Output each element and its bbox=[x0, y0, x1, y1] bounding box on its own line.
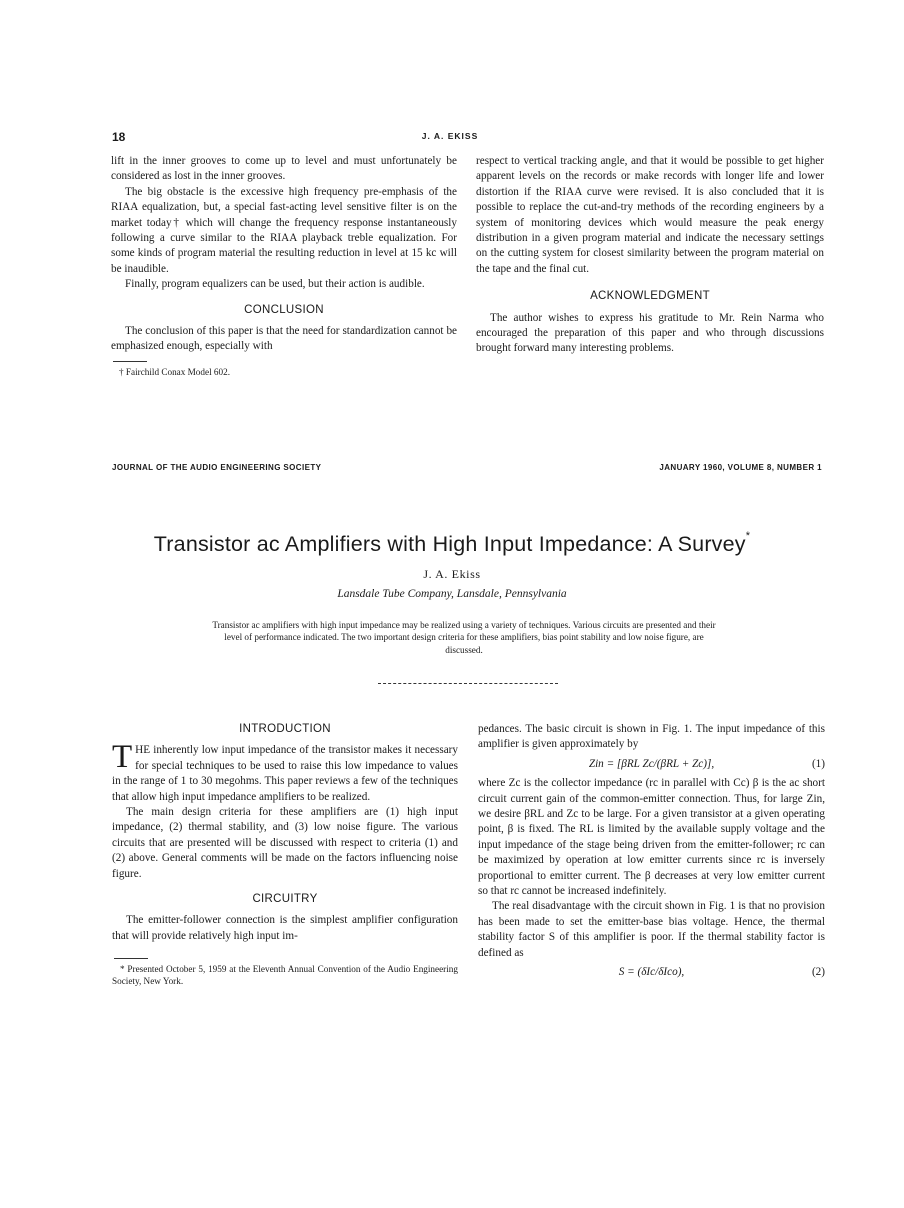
footnote-rule bbox=[114, 958, 148, 959]
paragraph: The author wishes to express his gratitude to Mr. Rein Narma who encouraged the preparation of this paper and who through discussions brought forward many interesting problems. bbox=[476, 311, 824, 355]
equation-2-body: S = (δIc/δIco), bbox=[618, 966, 685, 979]
affiliation: Lansdale Tube Company, Lansdale, Pennsylvania bbox=[337, 588, 567, 600]
paragraph: The emitter-follower connection is the simplest amplifier configuration that will provide relatively high input im- bbox=[112, 914, 458, 942]
footnote-block bbox=[112, 958, 458, 987]
decorative-rule bbox=[378, 683, 558, 684]
journal-name: JOURNAL OF THE AUDIO ENGINEERING SOCIETY bbox=[112, 463, 322, 472]
title-footnote-mark: * bbox=[745, 530, 751, 542]
equation-1 bbox=[478, 757, 825, 772]
footnote: † Fairchild Conax Model 602. bbox=[119, 366, 231, 377]
paragraph: lift in the inner grooves to come up to level and must unfortunately be considered as lost in the inner grooves. bbox=[111, 155, 457, 183]
article-title-text: Transistor ac Amplifiers with High Input Impedance: A Survey bbox=[153, 532, 746, 556]
abstract: Transistor ac amplifiers with high input impedance may be realized using a variety of techniques. Various circuits are presented and their level of performance indicated. The two important design criteria for these amplifiers, bias point stability and low noise figure, are discussed. bbox=[212, 620, 716, 655]
paragraph: The big obstacle is the excessive high frequency pre-emphasis of the RIAA equalization, but, a special fast-acting level sensitive filter is on the market today† which will change the frequency response instantaneously following a curve similar to the RIAA playback treble equalization. For some kinds of program material the resulting reduction in level at 15 kc will be inaudible. bbox=[111, 185, 457, 275]
equation-1-number: (1) bbox=[811, 757, 825, 770]
paragraph: The conclusion of this paper is that the need for standardization cannot be emphasized enough, especially with bbox=[111, 325, 457, 353]
footnote-rule bbox=[113, 361, 147, 362]
introduction-heading: INTRODUCTION bbox=[239, 723, 331, 735]
paragraph: where Zc is the collector impedance (rc in parallel with Cc) β is the ac short circuit current gain of the common-emitter connection. Thus, for large Zin, we desire βRL and Zc to be large. For a given transistor at a given operating point, β is fixed. The RL is limited by the available supply voltage and the input impedance of the stage being driven from the emitter-follower; rc can be maximized by operation at low emitter currents since rc is inversely proportional to emitter current. The β decreases at very low emitter current so that rc cannot be increased indefinitely. bbox=[478, 777, 825, 898]
top-right-column bbox=[476, 154, 824, 357]
article-title bbox=[60, 532, 844, 557]
paragraph bbox=[112, 739, 458, 805]
equation-2 bbox=[478, 965, 825, 980]
circuitry-heading: CIRCUITRY bbox=[252, 893, 318, 906]
top-left-column bbox=[111, 154, 457, 378]
drop-cap: T bbox=[112, 739, 133, 776]
page-number: 18 bbox=[112, 130, 126, 144]
equation-1-body: Zin = [βRL Zc/(βRL + Zc)], bbox=[588, 757, 715, 770]
paragraph: The main design criteria for these amplifiers are (1) high input impedance, (2) thermal stability, and (3) low noise figure. The various circuits that are presented will be discussed with respect to criteria (1) and (2) above. General comments will be made on the factors influencing noise figure. bbox=[112, 806, 458, 880]
paragraph: Finally, program equalizers can be used, but their action is audible. bbox=[125, 278, 425, 291]
running-head: J. A. EKISS bbox=[421, 131, 479, 141]
paragraph: The real disadvantage with the circuit shown in Fig. 1 is that no provision has been made to set the emitter-base bias voltage. Hence, the thermal stability factor S of this amplifier is poor. If the thermal stability factor is defined as bbox=[478, 900, 825, 959]
equation-2-number: (2) bbox=[811, 966, 825, 979]
intro-text: HE inherently low input impedance of the transistor makes it necessary for special techniques to be used to raise this low impedance to values in the range of 1 to 30 megohms. This paper reviews a few of the techniques that allow high input impedance amplifiers to be realized. bbox=[112, 744, 458, 803]
bottom-right-column bbox=[478, 722, 825, 985]
paragraph: respect to vertical tracking angle, and that it would be possible to get higher apparent levels on the records or make records with longer life and lower distortion if the RIAA curve were revised. It is also concluded that it is possible to replace the cut-and-try methods of the recording engineers by a system of monitoring devices which would measure the peak energy distribution in a given program material and indicate the necessary settings on the cutting system for closest similarity between the program material on the tape and the final cut. bbox=[476, 155, 824, 275]
journal-issue: JANUARY 1960, VOLUME 8, NUMBER 1 bbox=[659, 463, 822, 472]
acknowledgment-heading: ACKNOWLEDGMENT bbox=[590, 290, 710, 303]
footnote: * Presented October 5, 1959 at the Eleventh Annual Convention of the Audio Engineering Society, New York. bbox=[112, 964, 458, 987]
bottom-left-column bbox=[112, 722, 458, 987]
conclusion-heading: CONCLUSION bbox=[244, 303, 324, 316]
footnote-block bbox=[111, 361, 457, 378]
author: J. A. Ekiss bbox=[423, 567, 481, 581]
paragraph: pedances. The basic circuit is shown in Fig. 1. The input impedance of this amplifier is given approximately by bbox=[478, 723, 825, 751]
